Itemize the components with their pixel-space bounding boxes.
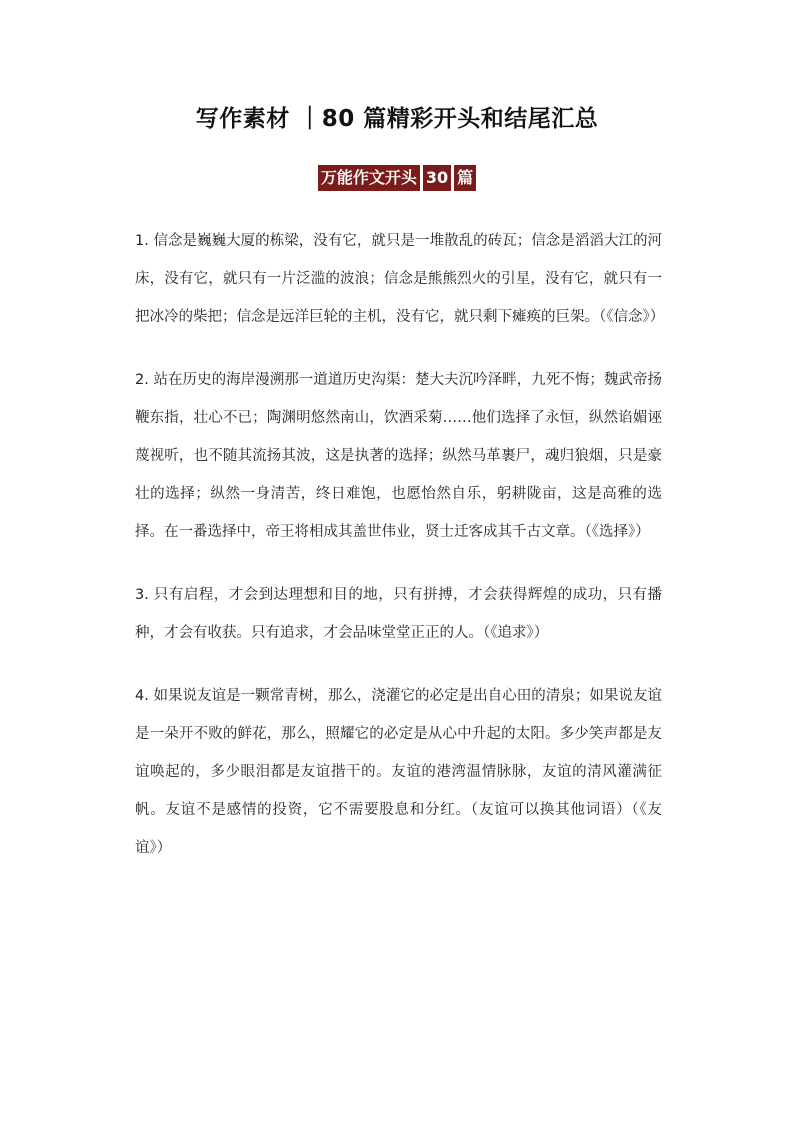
section-header — [0, 165, 794, 191]
section-header-label: 万能作文开头 — [318, 165, 420, 191]
paragraph-3: 3. 只有启程，才会到达理想和目的地，只有拼搏，才会获得辉煌的成功，只有播种，才会有收获。只有追求，才会品味堂堂正正的人。（《追求》） — [135, 587, 662, 641]
paragraph-4: 4. 如果说友谊是一颗常青树，那么，浇灌它的必定是出自心田的清泉；如果说友谊是一朵开不败的鲜花，那么，照耀它的必定是从心中升起的太阳。多少笑声都是友谊唤起的，多少眼泪都是友谊揩干的。友谊的港湾温情脉脉，友谊的清风灌满征帆。友谊不是感情的投资，它不需要股息和分红。（友谊可以换其他词语）（《友谊》） — [135, 688, 662, 856]
section-header-count: 30 — [423, 165, 451, 191]
document-title: 写作素材 ｜80 篇精彩开头和结尾汇总 — [195, 106, 599, 132]
document-body — [135, 222, 665, 892]
section-header-unit: 篇 — [454, 165, 476, 191]
paragraph-1: 1. 信念是巍巍大厦的栋梁，没有它，就只是一堆散乱的砖瓦；信念是滔滔大江的河床，没有它，就只有一片泛滥的波浪；信念是熊熊烈火的引星，没有它，就只有一把冰冷的柴把；信念是远洋巨轮的主机，没有它，就只剩下瘫痪的巨架。（《信念》） — [135, 233, 665, 325]
paragraph-2: 2. 站在历史的海岸漫溯那一道道历史沟渠：楚大夫沉吟泽畔，九死不悔；魏武帝扬鞭东指，壮心不已；陶渊明悠然南山，饮酒采菊……他们选择了永恒，纵然谄媚诬蔑视听，也不随其流扬其波，这是执著的选择；纵然马革裹尸，魂归狼烟，只是豪壮的选择；纵然一身清苦，终日难饱，也愿怡然自乐，躬耕陇亩，这是高雅的选择。在一番选择中，帝王将相成其盖世伟业，贤士迁客成其千古文章。（《选择》） — [135, 372, 662, 540]
